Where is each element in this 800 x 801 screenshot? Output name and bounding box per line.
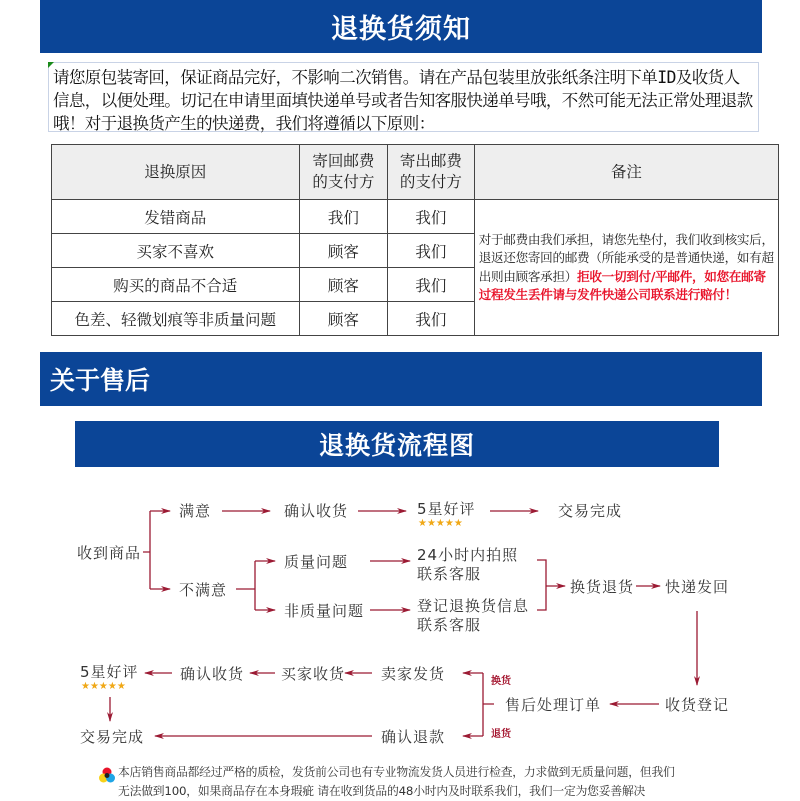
return-notice-title: 退换货须知 <box>331 14 471 45</box>
node-line: 联系客服 <box>417 565 482 583</box>
node-register-info <box>417 597 529 635</box>
header-send-payer <box>388 145 475 200</box>
cell-reason: 发错商品 <box>52 200 300 234</box>
node-five-star-bottom: 5星好评 <box>80 663 139 681</box>
cell-return-payer: 我们 <box>299 200 388 234</box>
flowchart-title: 退换货流程图 <box>318 431 475 460</box>
node-confirm-receipt-top: 确认收货 <box>284 502 349 520</box>
node-confirm-refund: 确认退款 <box>381 728 446 746</box>
cell-reason: 买家不喜欢 <box>52 234 300 268</box>
footer-line: 无法做到100，如果商品存在本身瑕疵 请在收到货品的48小时内及时联系我们，我们一定为您妥善解决 <box>118 784 646 798</box>
node-express-back: 快递发回 <box>665 578 730 596</box>
footer-line: 本店销售商品都经过严格的质检，发货前公司也有专业物流发货人员进行检查，力求做到无质量问题，但我们 <box>118 765 675 779</box>
node-deal-done-top: 交易完成 <box>558 502 623 520</box>
node-buyer-receive: 买家收货 <box>281 665 346 683</box>
flow-connectors <box>0 480 800 760</box>
about-aftersale-title: 关于售后 <box>50 366 151 395</box>
cell-remark <box>474 200 778 336</box>
header-line: 的支付方 <box>399 173 462 191</box>
footer-quality-note <box>118 763 718 801</box>
node-aftersale-process: 售后处理订单 <box>505 696 602 714</box>
node-quality-issue: 质量问题 <box>284 553 349 571</box>
notice-box <box>48 62 759 132</box>
return-flowchart <box>0 480 800 760</box>
flowchart-banner <box>75 421 719 467</box>
notice-text: 请您原包装寄回，保证商品完好，不影响二次销售。请在产品包装里放张纸条注明下单ID及收货人信息，以便处理。切记在申请里面填快递单号或者告知客服快递单号哦，不然可能无法正常处理退款哦！对于退换货产生的快递费，我们将遵循以下原则： <box>53 68 753 133</box>
cell-send-payer: 我们 <box>388 234 475 268</box>
header-reason: 退换原因 <box>52 145 300 200</box>
node-line: 联系客服 <box>417 616 482 634</box>
node-unsatisfied: 不满意 <box>179 581 228 599</box>
cell-return-payer: 顾客 <box>299 234 388 268</box>
cell-send-payer: 我们 <box>388 200 475 234</box>
node-photo-24h <box>417 546 518 584</box>
node-exchange-return: 换货退货 <box>570 578 635 596</box>
node-receive-register: 收货登记 <box>665 696 730 714</box>
corner-marker-icon <box>48 62 54 68</box>
node-five-star-top: 5星好评 <box>417 500 476 518</box>
five-star-rating-icon: ★★★★★ <box>418 518 463 529</box>
node-received: 收到商品 <box>77 544 142 562</box>
remark-text: 对于邮费由我们承担，请您先垫付，我们收到核实后，退返还您寄回的邮费（所能承受的是普通快递，如有超出则由顾客承担） <box>478 231 774 284</box>
node-line: 登记退换货信息 <box>417 597 530 615</box>
header-return-payer <box>299 145 388 200</box>
header-line: 寄出邮费 <box>399 152 462 170</box>
node-satisfied: 满意 <box>179 502 212 520</box>
cell-send-payer: 我们 <box>388 268 475 302</box>
color-dots-logo-icon <box>98 766 116 784</box>
cell-reason: 色差、轻微划痕等非质量问题 <box>52 302 300 336</box>
header-remark: 备注 <box>474 145 778 200</box>
connector-line <box>143 511 150 589</box>
node-line: 24小时内拍照 <box>417 546 519 564</box>
cell-return-payer: 顾客 <box>299 302 388 336</box>
return-notice-banner <box>40 0 762 53</box>
cell-return-payer: 顾客 <box>299 268 388 302</box>
tag-exchange: 换货 <box>491 676 511 687</box>
header-line: 的支付方 <box>312 173 375 191</box>
tag-return: 退货 <box>491 729 511 740</box>
node-seller-ship: 卖家发货 <box>381 665 446 683</box>
header-line: 寄回邮费 <box>312 152 375 170</box>
node-non-quality-issue: 非质量问题 <box>284 602 365 620</box>
node-confirm-receipt-bottom: 确认收货 <box>180 665 245 683</box>
connector-line <box>236 561 255 610</box>
cell-send-payer: 我们 <box>388 302 475 336</box>
table-header-row <box>52 145 779 200</box>
about-aftersale-banner <box>40 352 762 406</box>
remark-warning: 拒收一切到付/平邮件，如您在邮寄过程发生丢件请与发件快递公司联系进行赔付！ <box>478 268 766 302</box>
node-deal-done-bottom: 交易完成 <box>80 728 145 746</box>
table-row <box>52 200 779 234</box>
cell-reason: 购买的商品不合适 <box>52 268 300 302</box>
five-star-rating-icon: ★★★★★ <box>81 681 126 692</box>
postage-policy-table <box>51 144 779 336</box>
connector-line <box>537 560 546 610</box>
